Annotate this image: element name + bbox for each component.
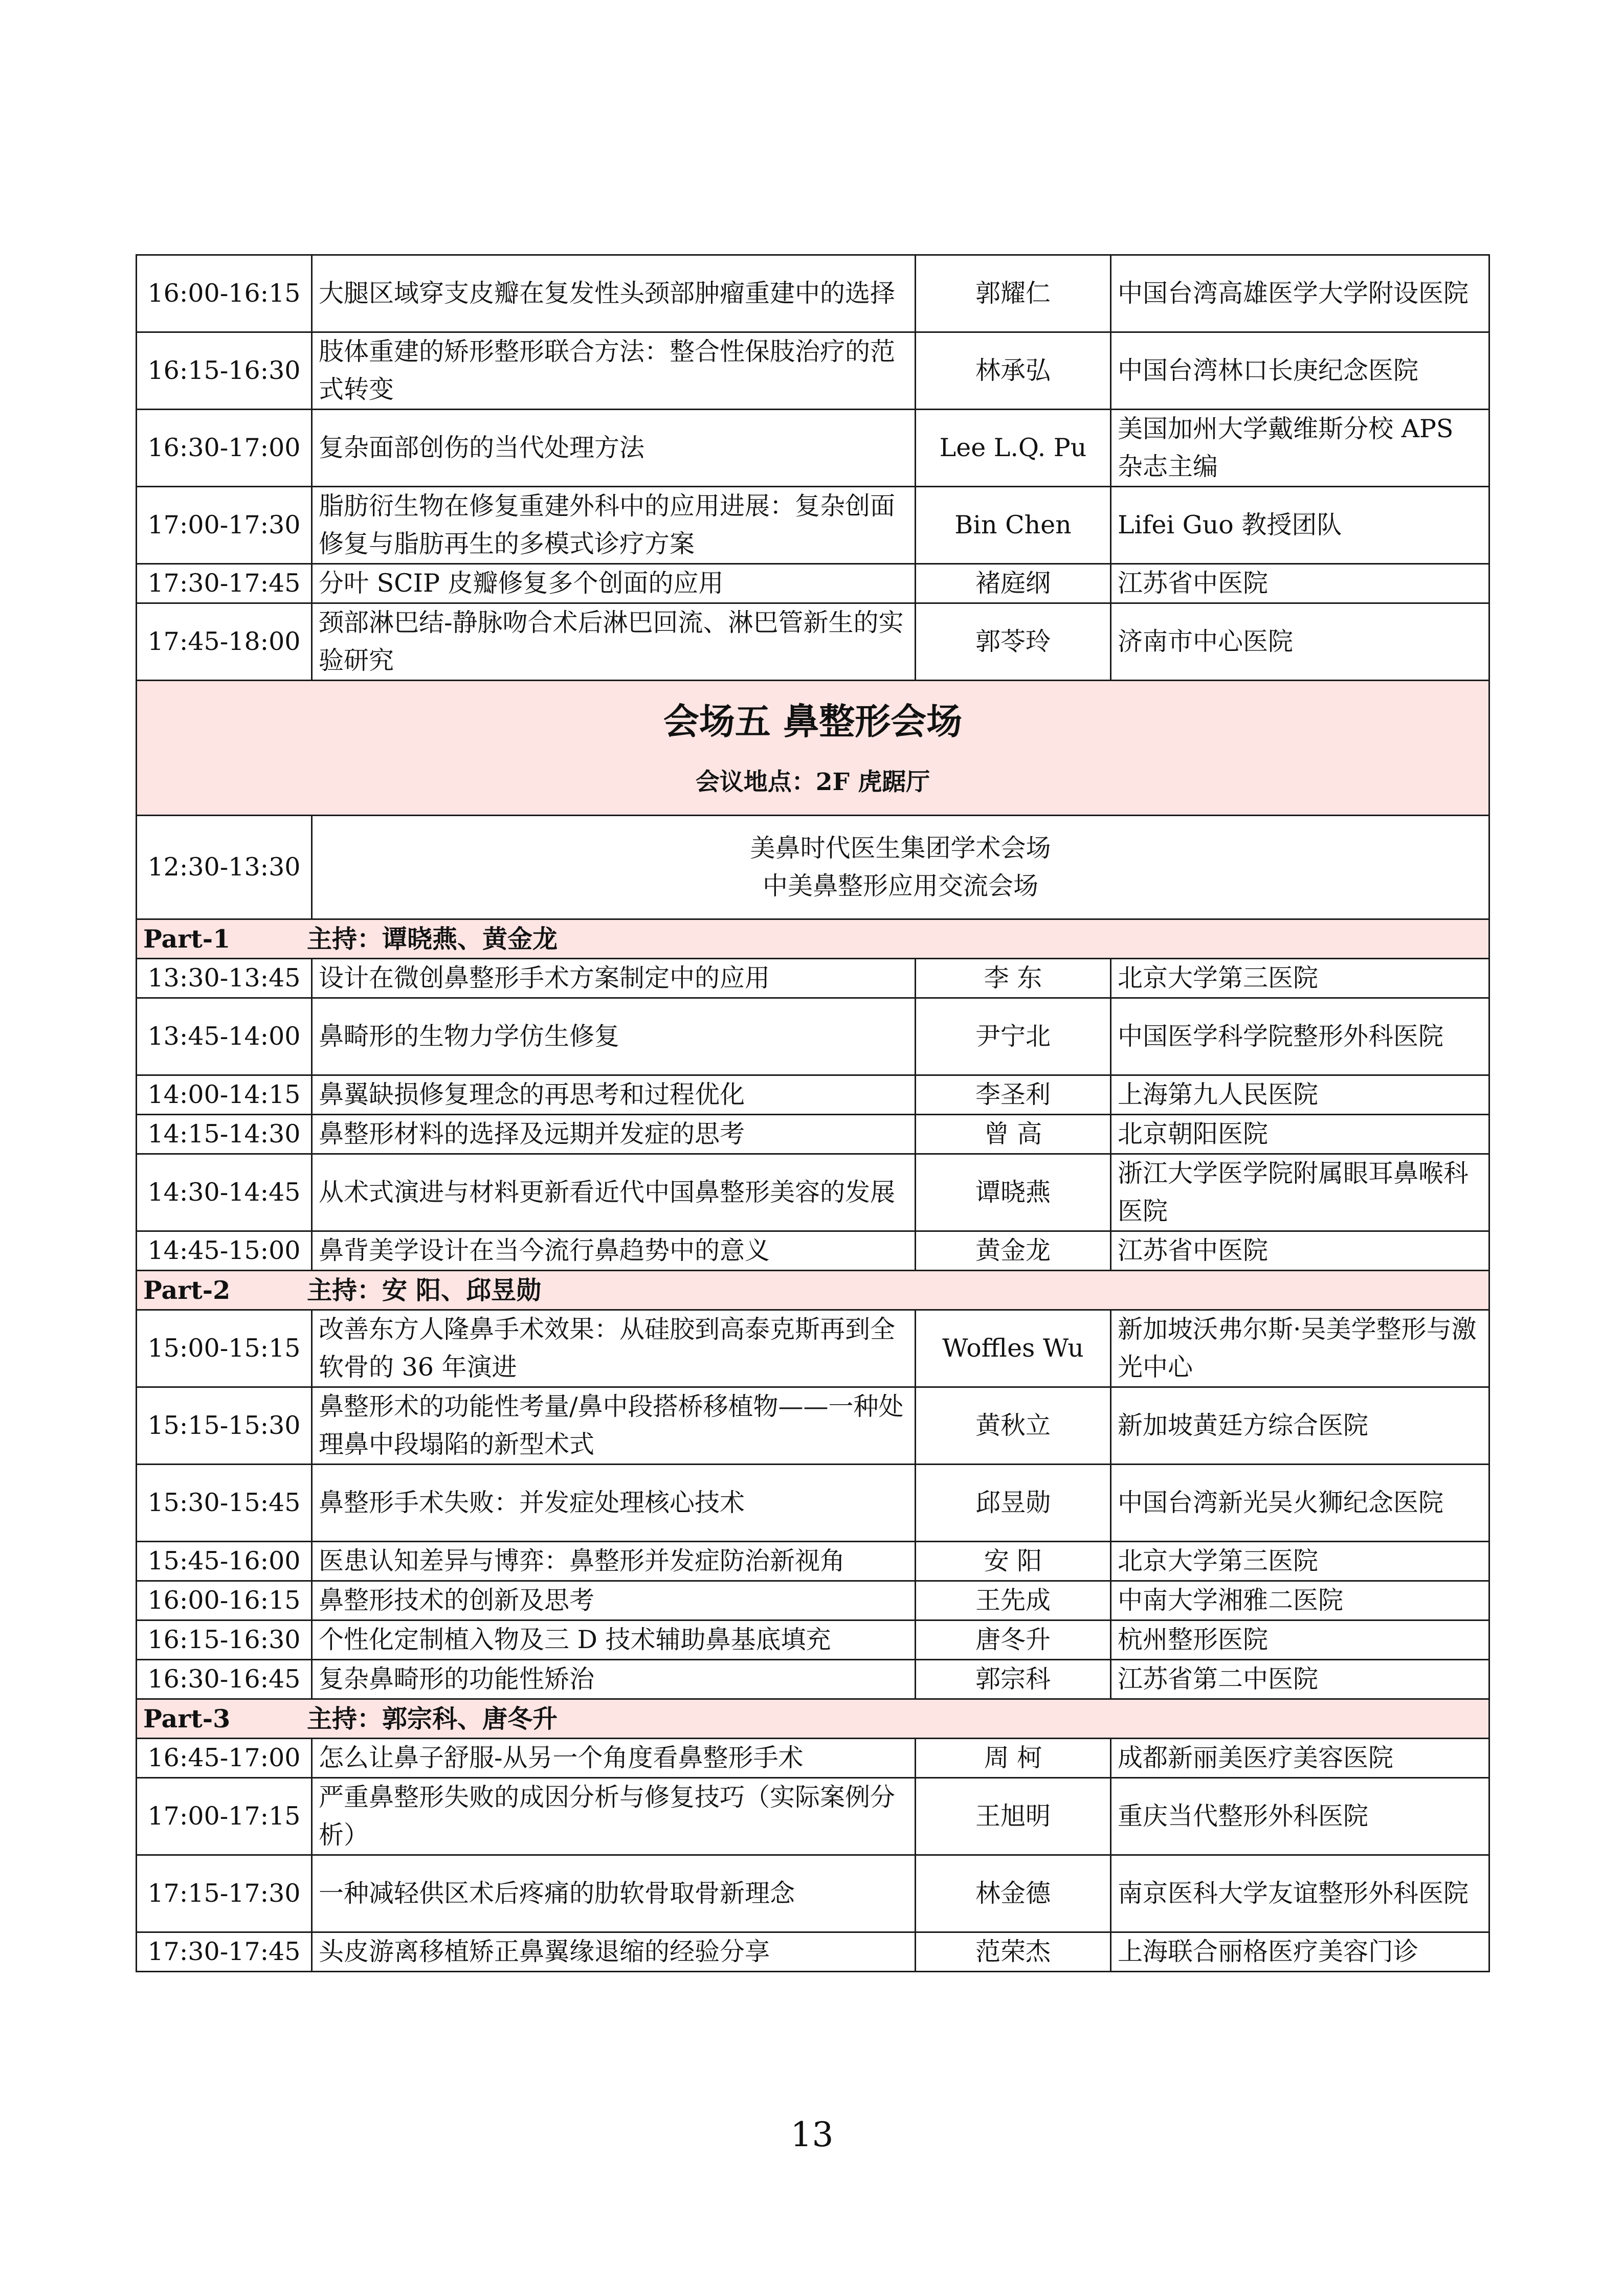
institution-cell: 江苏省中医院: [1111, 1231, 1489, 1271]
topic-cell: 颈部淋巴结-静脉吻合术后淋巴回流、淋巴管新生的实验研究: [312, 603, 916, 681]
schedule-row: [137, 564, 1489, 603]
topic-cell: 鼻整形术的功能性考量/鼻中段搭桥移植物——一种处理鼻中段塌陷的新型术式: [312, 1387, 916, 1465]
time-cell: 16:15-16:30: [137, 332, 312, 410]
institution-cell: 北京大学第三医院: [1111, 959, 1489, 998]
time-cell: 17:45-18:00: [137, 603, 312, 681]
institution-cell: 上海联合丽格医疗美容门诊: [1111, 1932, 1489, 1972]
speaker-cell: 谭晓燕: [916, 1154, 1111, 1231]
venue-header-row: [137, 681, 1489, 816]
special-session-row: [137, 816, 1489, 919]
speaker-cell: 王先成: [916, 1581, 1111, 1620]
time-cell: 17:30-17:45: [137, 564, 312, 603]
topic-cell: 从术式演进与材料更新看近代中国鼻整形美容的发展: [312, 1154, 916, 1231]
topic-cell: 复杂面部创伤的当代处理方法: [312, 410, 916, 487]
institution-cell: 中南大学湘雅二医院: [1111, 1581, 1489, 1620]
institution-cell: 江苏省第二中医院: [1111, 1660, 1489, 1699]
part-header-row: [137, 919, 1489, 959]
institution-cell: Lifei Guo 教授团队: [1111, 487, 1489, 564]
institution-cell: 新加坡沃弗尔斯·吴美学整形与激光中心: [1111, 1310, 1489, 1387]
part-header-cell: [137, 919, 1489, 959]
time-cell: 17:00-17:15: [137, 1778, 312, 1855]
schedule-row: [137, 1778, 1489, 1855]
schedule-row: [137, 1154, 1489, 1231]
speaker-cell: 郭耀仁: [916, 255, 1111, 332]
topic-cell: 怎么让鼻子舒服-从另一个角度看鼻整形手术: [312, 1739, 916, 1778]
time-cell: 17:00-17:30: [137, 487, 312, 564]
speaker-cell: 尹宁北: [916, 998, 1111, 1075]
time-cell: 16:15-16:30: [137, 1620, 312, 1660]
schedule-row: [137, 1465, 1489, 1542]
institution-cell: 南京医科大学友谊整形外科医院: [1111, 1855, 1489, 1932]
time-cell: 15:00-15:15: [137, 1310, 312, 1387]
schedule-row: [137, 487, 1489, 564]
special-session-line-2: 中美鼻整形应用交流会场: [762, 871, 1038, 901]
institution-cell: 济南市中心医院: [1111, 603, 1489, 681]
speaker-cell: 李 东: [916, 959, 1111, 998]
venue-header-section: [137, 681, 1489, 919]
speaker-cell: 曾 高: [916, 1115, 1111, 1154]
schedule-row: [137, 1581, 1489, 1620]
speaker-cell: 林承弘: [916, 332, 1111, 410]
schedule-row: [137, 1855, 1489, 1932]
topic-cell: 设计在微创鼻整形手术方案制定中的应用: [312, 959, 916, 998]
speaker-cell: 黄秋立: [916, 1387, 1111, 1465]
time-cell: 16:00-16:15: [137, 1581, 312, 1620]
schedule-row: [137, 1660, 1489, 1699]
speaker-cell: 王旭明: [916, 1778, 1111, 1855]
topic-cell: 头皮游离移植矫正鼻翼缘退缩的经验分享: [312, 1932, 916, 1972]
topic-cell: 复杂鼻畸形的功能性矫治: [312, 1660, 916, 1699]
speaker-cell: Woffles Wu: [916, 1310, 1111, 1387]
speaker-cell: 林金德: [916, 1855, 1111, 1932]
schedule-row: [137, 332, 1489, 410]
speaker-cell: 郭宗科: [916, 1660, 1111, 1699]
part-header-row: [137, 1699, 1489, 1739]
topic-cell: 个性化定制植入物及三 D 技术辅助鼻基底填充: [312, 1620, 916, 1660]
schedule-row: [137, 1387, 1489, 1465]
topic-cell: 严重鼻整形失败的成因分析与修复技巧（实际案例分析）: [312, 1778, 916, 1855]
schedule-row: [137, 959, 1489, 998]
institution-cell: 成都新丽美医疗美容医院: [1111, 1739, 1489, 1778]
institution-cell: 中国台湾新光吴火狮纪念医院: [1111, 1465, 1489, 1542]
time-cell: 13:45-14:00: [137, 998, 312, 1075]
schedule-row: [137, 1075, 1489, 1115]
topic-cell: 分叶 SCIP 皮瓣修复多个创面的应用: [312, 564, 916, 603]
schedule-row: [137, 1932, 1489, 1972]
institution-cell: 杭州整形医院: [1111, 1620, 1489, 1660]
topic-cell: 肢体重建的矫形整形联合方法：整合性保肢治疗的范式转变: [312, 332, 916, 410]
special-session-cell: [312, 816, 1489, 919]
topic-cell: 大腿区域穿支皮瓣在复发性头颈部肿瘤重建中的选择: [312, 255, 916, 332]
topic-cell: 医患认知差异与博弈：鼻整形并发症防治新视角: [312, 1542, 916, 1581]
part-label: Part-2: [143, 1275, 231, 1305]
speaker-cell: 周 柯: [916, 1739, 1111, 1778]
topic-cell: 鼻畸形的生物力学仿生修复: [312, 998, 916, 1075]
schedule-row: [137, 410, 1489, 487]
time-cell: 14:45-15:00: [137, 1231, 312, 1271]
institution-cell: 中国台湾林口长庚纪念医院: [1111, 332, 1489, 410]
institution-cell: 重庆当代整形外科医院: [1111, 1778, 1489, 1855]
venue-title: 会场五 鼻整形会场: [663, 700, 963, 742]
schedule-row: [137, 1739, 1489, 1778]
part-host: 主持：郭宗科、唐冬升: [307, 1704, 558, 1734]
part-header-cell: [137, 1271, 1489, 1310]
time-cell: 17:30-17:45: [137, 1932, 312, 1972]
part-host: 主持：安 阳、邱昱勋: [307, 1275, 542, 1305]
time-cell: 16:30-16:45: [137, 1660, 312, 1699]
time-cell: 16:00-16:15: [137, 255, 312, 332]
topic-cell: 鼻背美学设计在当今流行鼻趋势中的意义: [312, 1231, 916, 1271]
part-header-row: [137, 1271, 1489, 1310]
time-cell: 15:15-15:30: [137, 1387, 312, 1465]
schedule-table: [136, 254, 1490, 1972]
time-cell: 14:15-14:30: [137, 1115, 312, 1154]
schedule-row: [137, 1542, 1489, 1581]
speaker-cell: 邱昱勋: [916, 1465, 1111, 1542]
schedule-row: [137, 1115, 1489, 1154]
venue-location: 会议地点：2F 虎踞厅: [695, 768, 930, 796]
time-cell: 14:00-14:15: [137, 1075, 312, 1115]
speaker-cell: 唐冬升: [916, 1620, 1111, 1660]
institution-cell: 美国加州大学戴维斯分校 APS 杂志主编: [1111, 410, 1489, 487]
time-cell: 15:30-15:45: [137, 1465, 312, 1542]
speaker-cell: 安 阳: [916, 1542, 1111, 1581]
speaker-cell: 李圣利: [916, 1075, 1111, 1115]
topic-cell: 鼻翼缺损修复理念的再思考和过程优化: [312, 1075, 916, 1115]
schedule-row: [137, 603, 1489, 681]
part-header-cell: [137, 1699, 1489, 1739]
part-host: 主持：谭晓燕、黄金龙: [307, 924, 558, 954]
institution-cell: 江苏省中医院: [1111, 564, 1489, 603]
time-cell: 16:45-17:00: [137, 1739, 312, 1778]
topic-cell: 鼻整形手术失败：并发症处理核心技术: [312, 1465, 916, 1542]
topic-cell: 改善东方人隆鼻手术效果：从硅胶到高泰克斯再到全软骨的 36 年演进: [312, 1310, 916, 1387]
institution-cell: 北京大学第三医院: [1111, 1542, 1489, 1581]
schedule-row: [137, 1620, 1489, 1660]
venue-header-cell: [137, 681, 1489, 816]
time-cell: 14:30-14:45: [137, 1154, 312, 1231]
topic-cell: 鼻整形材料的选择及远期并发症的思考: [312, 1115, 916, 1154]
schedule-row: [137, 255, 1489, 332]
topic-cell: 一种减轻供区术后疼痛的肋软骨取骨新理念: [312, 1855, 916, 1932]
speaker-cell: Lee L.Q. Pu: [916, 410, 1111, 487]
time-cell: 17:15-17:30: [137, 1855, 312, 1932]
special-session-time: 12:30-13:30: [137, 816, 312, 919]
institution-cell: 北京朝阳医院: [1111, 1115, 1489, 1154]
special-session-line-1: 美鼻时代医生集团学术会场: [750, 834, 1051, 863]
speaker-cell: 黄金龙: [916, 1231, 1111, 1271]
institution-cell: 浙江大学医学院附属眼耳鼻喉科医院: [1111, 1154, 1489, 1231]
part-label: Part-3: [143, 1704, 231, 1734]
institution-cell: 中国医学科学院整形外科医院: [1111, 998, 1489, 1075]
time-cell: 13:30-13:45: [137, 959, 312, 998]
schedule-row: [137, 1231, 1489, 1271]
schedule-row: [137, 1310, 1489, 1387]
speaker-cell: 郭苓玲: [916, 603, 1111, 681]
institution-cell: 新加坡黄廷方综合医院: [1111, 1387, 1489, 1465]
part-label: Part-1: [143, 924, 231, 954]
time-cell: 16:30-17:00: [137, 410, 312, 487]
speaker-cell: 褚庭纲: [916, 564, 1111, 603]
institution-cell: 上海第九人民医院: [1111, 1075, 1489, 1115]
speaker-cell: 范荣杰: [916, 1932, 1111, 1972]
time-cell: 15:45-16:00: [137, 1542, 312, 1581]
page-number: 13: [790, 2115, 834, 2154]
topic-cell: 鼻整形技术的创新及思考: [312, 1581, 916, 1620]
topic-cell: 脂肪衍生物在修复重建外科中的应用进展：复杂创面修复与脂肪再生的多模式诊疗方案: [312, 487, 916, 564]
institution-cell: 中国台湾高雄医学大学附设医院: [1111, 255, 1489, 332]
nose-session-rows: [137, 919, 1489, 1972]
previous-session-rows: [137, 255, 1489, 681]
speaker-cell: Bin Chen: [916, 487, 1111, 564]
schedule-row: [137, 998, 1489, 1075]
